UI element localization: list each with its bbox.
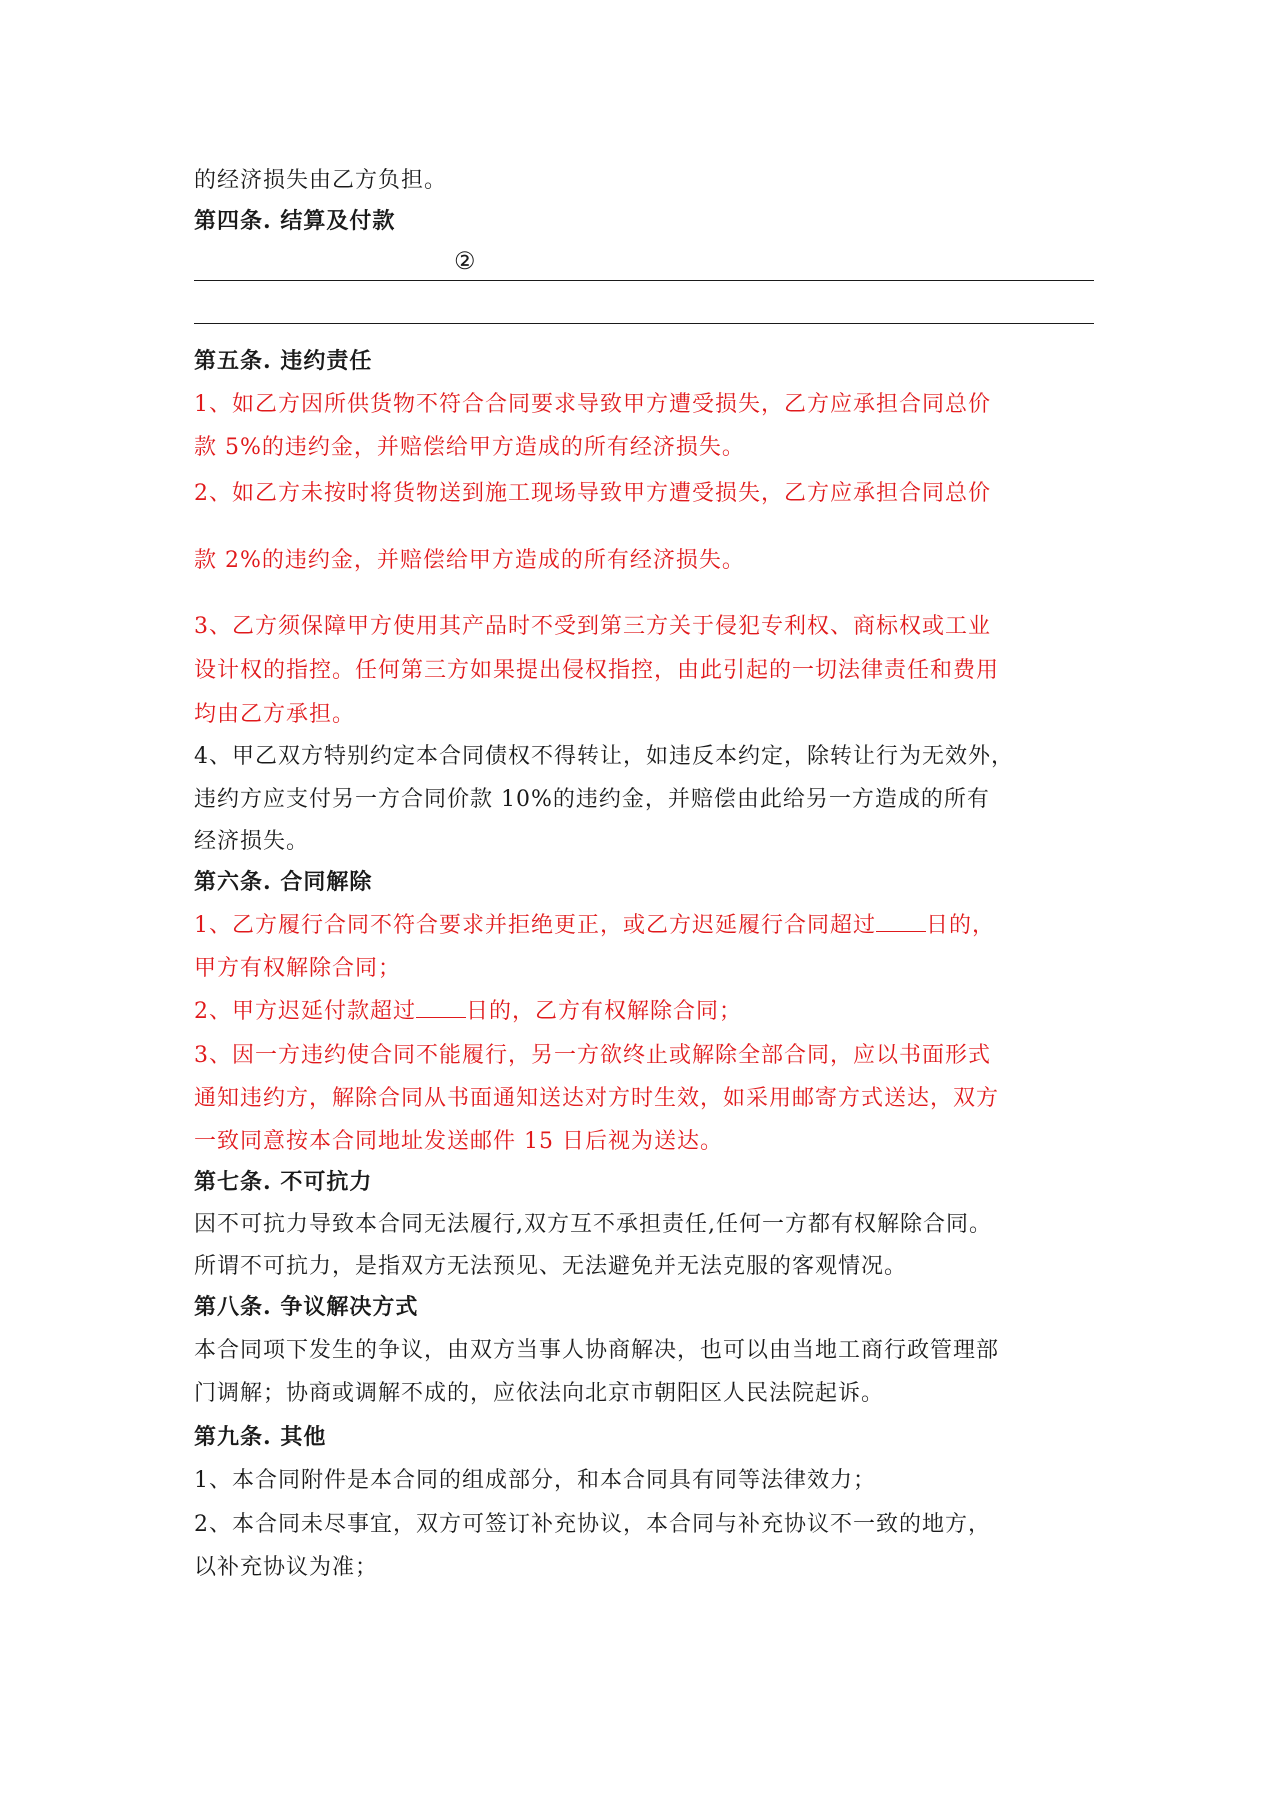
article-4-heading: 第四条. 结算及付款 <box>194 208 396 234</box>
art6-clause1-text-b: 日的， <box>926 913 996 938</box>
art6-clause2-text-a: 2、甲方迟延付款超过 <box>194 999 416 1024</box>
payment-blank-line-2 <box>194 323 1094 324</box>
payment-blank-line-1 <box>194 280 1094 281</box>
art5-clause2-line2: 款 2%的违约金，并赔偿给甲方造成的所有经济损失。 <box>194 548 745 573</box>
art6-clause1-line1 <box>194 905 995 947</box>
art8-line1: 本合同项下发生的争议，由双方当事人协商解决，也可以由当地工商行政管理部 <box>194 1338 1000 1363</box>
continuation-text: 的经济损失由乙方负担。 <box>194 168 448 193</box>
article-9-heading: 第九条. 其他 <box>194 1424 327 1450</box>
art5-clause1-line2: 款 5%的违约金，并赔偿给甲方造成的所有经济损失。 <box>194 435 745 460</box>
art5-clause1-line1: 1、如乙方因所供货物不符合合同要求导致甲方遭受损失，乙方应承担合同总价 <box>194 392 991 417</box>
article-8-heading: 第八条. 争议解决方式 <box>194 1294 419 1320</box>
art6-clause3-line3: 一致同意按本合同地址发送邮件 15 日后视为送达。 <box>194 1129 723 1154</box>
art5-clause3-line3: 均由乙方承担。 <box>194 702 356 727</box>
article-6-heading: 第六条. 合同解除 <box>194 869 373 895</box>
circled-two-marker: ② <box>454 247 476 275</box>
article-7-heading: 第七条. 不可抗力 <box>194 1169 373 1195</box>
art6-clause3-line2: 通知违约方，解除合同从书面通知送达对方时生效，如采用邮寄方式送达，双方 <box>194 1086 1000 1111</box>
art5-clause4-line3: 经济损失。 <box>194 829 310 854</box>
art6-clause3-line1: 3、因一方违约使合同不能履行，另一方欲终止或解除全部合同，应以书面形式 <box>194 1043 991 1068</box>
art7-line2: 所谓不可抗力，是指双方无法预见、无法避免并无法克服的客观情况。 <box>194 1254 908 1279</box>
art6-clause1-line2: 甲方有权解除合同； <box>194 956 402 981</box>
art6-clause2 <box>194 991 742 1033</box>
art6-clause1-text-a: 1、乙方履行合同不符合要求并拒绝更正，或乙方迟延履行合同超过 <box>194 913 876 938</box>
days-blank-2 <box>416 993 466 1018</box>
art8-line2: 门调解；协商或调解不成的，应依法向北京市朝阳区人民法院起诉。 <box>194 1381 885 1406</box>
art5-clause3-line2: 设计权的指控。任何第三方如果提出侵权指控，由此引起的一切法律责任和费用 <box>194 658 1000 683</box>
art5-clause4-line2: 违约方应支付另一方合同价款 10%的违约金，并赔偿由此给另一方造成的所有 <box>194 787 990 812</box>
art9-clause2-line2: 以补充协议为准； <box>194 1555 379 1580</box>
days-blank-1 <box>876 907 926 932</box>
art5-clause3-line1: 3、乙方须保障甲方使用其产品时不受到第三方关于侵犯专利权、商标权或工业 <box>194 614 991 639</box>
art6-clause2-text-b: 日的，乙方有权解除合同； <box>466 999 743 1024</box>
art9-clause1: 1、本合同附件是本合同的组成部分，和本合同具有同等法律效力； <box>194 1468 876 1493</box>
article-5-heading: 第五条. 违约责任 <box>194 348 373 374</box>
art5-clause4-line1: 4、甲乙双方特别约定本合同债权不得转让，如违反本约定，除转让行为无效外， <box>194 744 1014 769</box>
art9-clause2-line1: 2、本合同未尽事宜，双方可签订补充协议，本合同与补充协议不一致的地方， <box>194 1512 991 1537</box>
art7-line1: 因不可抗力导致本合同无法履行,双方互不承担责任,任何一方都有权解除合同。 <box>194 1212 992 1237</box>
art5-clause2-line1: 2、如乙方未按时将货物送到施工现场导致甲方遭受损失，乙方应承担合同总价 <box>194 481 991 506</box>
